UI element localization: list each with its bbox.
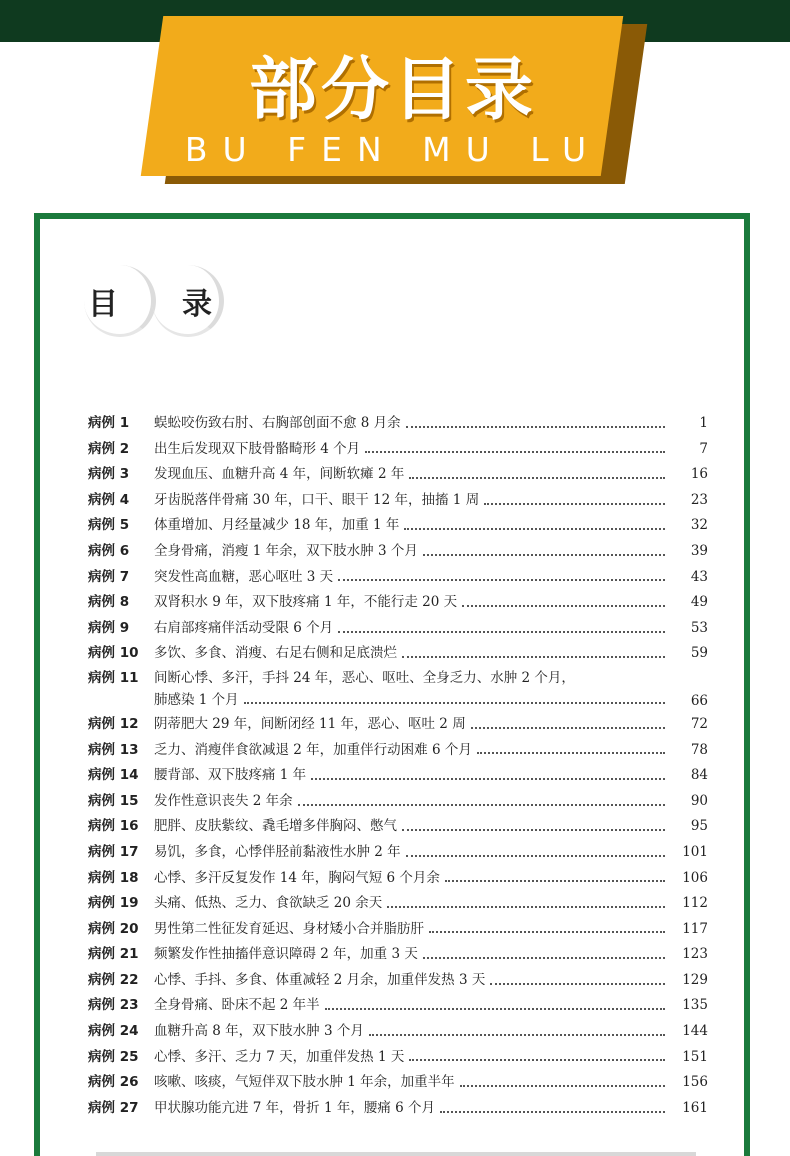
toc-title-line [154, 513, 670, 539]
toc-entry[interactable] [88, 667, 708, 712]
toc-title: 间断心悸、多汗，手抖 24 年，恶心、呕吐、全身乏力、水肿 2 个月， [154, 669, 575, 686]
toc-leader-dots [490, 983, 665, 985]
toc-case-number: 病例 16 [88, 818, 139, 835]
toc-page-number: 117 [682, 920, 708, 937]
toc-case-number: 病例 7 [88, 568, 130, 585]
toc-case-number: 病例 9 [88, 619, 130, 636]
page-bottom-edge [96, 1152, 696, 1156]
toc-case-number: 病例 24 [88, 1023, 139, 1040]
toc-title: 全身骨痛、卧床不起 2 年半 [154, 997, 320, 1014]
toc-page-number: 106 [682, 869, 708, 886]
toc-case-number: 病例 5 [88, 517, 130, 534]
toc-entry[interactable] [88, 513, 708, 539]
toc-case-number: 病例 20 [88, 920, 139, 937]
toc-leader-dots [325, 1008, 665, 1010]
toc-page-number: 156 [682, 1074, 708, 1091]
toc-entry[interactable] [88, 641, 708, 667]
toc-title-line [154, 993, 670, 1019]
toc-page-number: 66 [690, 692, 708, 709]
toc-title: 突发性高血糖，恶心呕吐 3 天 [154, 568, 334, 585]
toc-title: 易饥，多食，心悸伴胫前黏液性水肿 2 年 [154, 843, 401, 860]
toc-case-number: 病例 8 [88, 594, 130, 611]
toc-entry[interactable] [88, 993, 708, 1019]
toc-case-number: 病例 22 [88, 971, 139, 988]
toc-leader-dots [311, 778, 665, 780]
toc-leader-dots [460, 1085, 665, 1087]
toc-title-line [154, 437, 670, 463]
toc-entry[interactable] [88, 411, 708, 437]
toc-page-number: 95 [690, 818, 708, 835]
toc-title: 体重增加、月经量减少 18 年，加重 1 年 [154, 517, 400, 534]
toc-title-line [154, 1070, 670, 1096]
toc-title-line [154, 712, 670, 738]
toc-page-number: 123 [682, 946, 708, 963]
toc-title-line [154, 866, 670, 892]
toc-page-number: 78 [690, 741, 708, 758]
toc-case-number: 病例 6 [88, 542, 130, 559]
toc-entry[interactable] [88, 616, 708, 642]
toc-title-line [154, 565, 670, 591]
toc-title: 蜈蚣咬伤致右肘、右胸部创面不愈 8 月余 [154, 415, 401, 431]
toc-case-number: 病例 21 [88, 946, 139, 963]
toc-title: 频繁发作性抽搐伴意识障碍 2 年，加重 3 天 [154, 946, 418, 963]
toc-leader-dots [402, 829, 665, 831]
toc-leader-dots [406, 426, 665, 428]
toc-page-number: 1 [699, 415, 708, 431]
toc-leader-dots [409, 477, 665, 479]
toc-title: 发现血压、血糖升高 4 年，间断软瘫 2 年 [154, 466, 405, 483]
toc-title-line [154, 738, 670, 764]
toc-title: 头痛、低热、乏力、食欲缺乏 20 余天 [154, 895, 383, 912]
toc-page-number: 144 [682, 1023, 708, 1040]
toc-title: 男性第二性征发育延迟、身材矮小合并脂肪肝 [154, 920, 424, 937]
toc-title: 阴蒂肥大 29 年，间断闭经 11 年，恶心、呕吐 2 周 [154, 715, 466, 732]
toc-title-line [154, 616, 670, 642]
toc-title-line [154, 590, 670, 616]
toc-heading-char: 录 [182, 287, 212, 322]
toc-title-line [154, 641, 670, 667]
toc-title: 心悸、多汗、乏力 7 天，加重伴发热 1 天 [154, 1048, 405, 1065]
toc-page-number: 112 [682, 895, 708, 912]
toc-case-number: 病例 17 [88, 843, 139, 860]
toc-entry[interactable] [88, 917, 708, 943]
toc-leader-dots [365, 451, 665, 453]
toc-title: 肥胖、皮肤紫纹、毳毛增多伴胸闷、憋气 [154, 818, 397, 835]
toc-page-number: 59 [690, 645, 708, 662]
toc-entry[interactable] [88, 1019, 708, 1045]
toc-entry[interactable] [88, 437, 708, 463]
toc-entry[interactable] [88, 866, 708, 892]
toc-title-line [154, 411, 670, 437]
toc-title-line [154, 814, 670, 840]
toc-case-number: 病例 3 [88, 466, 130, 483]
toc-entry[interactable] [88, 1096, 708, 1122]
toc-leader-dots [404, 528, 665, 530]
toc-title: 心悸、多汗反复发作 14 年，胸闷气短 6 个月余 [154, 869, 440, 886]
toc-page-number: 43 [690, 568, 708, 585]
toc-entry[interactable] [88, 942, 708, 968]
toc-entry[interactable] [88, 1070, 708, 1096]
toc-entry[interactable] [88, 968, 708, 994]
toc-entry[interactable] [88, 763, 708, 789]
toc-entry[interactable] [88, 590, 708, 616]
toc-case-number: 病例 1 [88, 415, 130, 431]
toc-leader-dots [471, 727, 665, 729]
toc-page-number: 161 [682, 1099, 708, 1116]
toc-page-number: 135 [682, 997, 708, 1014]
toc-title-line [154, 667, 670, 689]
toc-leader-dots [338, 631, 665, 633]
toc-page-number: 49 [690, 594, 708, 611]
toc-page-number: 90 [690, 792, 708, 809]
toc-case-number: 病例 25 [88, 1048, 139, 1065]
toc-title-line [154, 763, 670, 789]
toc-title: 出生后发现双下肢骨骼畸形 4 个月 [154, 440, 361, 457]
toc-case-number: 病例 10 [88, 645, 139, 662]
toc-entry[interactable] [88, 712, 708, 738]
toc-leader-dots [338, 579, 665, 581]
toc-title: 血糖升高 8 年，双下肢水肿 3 个月 [154, 1023, 364, 1040]
toc-page-number: 16 [690, 466, 708, 483]
toc-page-number: 53 [690, 619, 708, 636]
toc-case-number: 病例 11 [88, 669, 139, 686]
toc-leader-dots [387, 906, 665, 908]
toc-page-number: 32 [690, 517, 708, 534]
toc-title-line [154, 1019, 670, 1045]
toc-page-number: 101 [682, 843, 708, 860]
toc-title: 多饮、多食、消瘦、右足右侧和足底溃烂 [154, 645, 397, 662]
toc-leader-dots [423, 957, 665, 959]
toc-page-number: 7 [699, 440, 708, 457]
toc-leader-dots [406, 855, 665, 857]
toc-entry[interactable] [88, 462, 708, 488]
toc-title: 全身骨痛，消瘦 1 年余，双下肢水肿 3 个月 [154, 542, 418, 559]
toc-title-line [154, 840, 670, 866]
toc-case-number: 病例 2 [88, 440, 130, 457]
toc-page-number: 39 [690, 542, 708, 559]
toc-case-number: 病例 23 [88, 997, 139, 1014]
toc-case-number: 病例 15 [88, 792, 139, 809]
toc-page-number: 84 [690, 767, 708, 784]
toc-leader-dots [369, 1034, 665, 1036]
toc-title: 乏力、消瘦伴食欲减退 2 年，加重伴行动困难 6 个月 [154, 741, 472, 758]
toc-case-number: 病例 26 [88, 1074, 139, 1091]
toc-title-line [154, 968, 670, 994]
toc-leader-dots [409, 1059, 665, 1061]
toc-title: 咳嗽、咳痰，气短伴双下肢水肿 1 年余，加重半年 [154, 1074, 455, 1091]
toc-title-line [154, 1096, 670, 1122]
toc-title: 牙齿脱落伴骨痛 30 年，口干、眼干 12 年，抽搐 1 周 [154, 491, 480, 508]
toc-entry[interactable] [88, 789, 708, 815]
toc-case-number: 病例 27 [88, 1099, 139, 1116]
toc-entry[interactable] [88, 840, 708, 866]
toc-frame [34, 213, 750, 1156]
toc-title-line [154, 539, 670, 565]
toc-list [88, 411, 708, 1121]
toc-case-number: 病例 18 [88, 869, 139, 886]
toc-title: 双肾积水 9 年，双下肢疼痛 1 年，不能行走 20 天 [154, 594, 458, 611]
toc-title: 腰背部、双下肢疼痛 1 年 [154, 767, 307, 784]
toc-page-number: 23 [690, 491, 708, 508]
toc-case-number: 病例 19 [88, 895, 139, 912]
banner-subtitle: BU FEN MU LU [184, 130, 602, 169]
toc-leader-dots [429, 931, 665, 933]
toc-title-line [154, 789, 670, 815]
toc-title-line [154, 891, 670, 917]
toc-title: 右肩部疼痛伴活动受限 6 个月 [154, 619, 334, 636]
toc-entry[interactable] [88, 565, 708, 591]
toc-entry[interactable] [88, 539, 708, 565]
toc-page-number: 72 [690, 715, 708, 732]
toc-title-line [154, 1045, 670, 1071]
toc-case-number: 病例 14 [88, 767, 139, 784]
toc-title: 心悸、手抖、多食、体重减轻 2 月余，加重伴发热 3 天 [154, 971, 486, 988]
toc-title-line [154, 917, 670, 943]
toc-title: 甲状腺功能亢进 7 年，骨折 1 年，腰痛 6 个月 [154, 1099, 436, 1116]
toc-page-number: 151 [682, 1048, 708, 1065]
toc-leader-dots [484, 503, 665, 505]
toc-title-continued: 肺感染 1 个月 [154, 691, 239, 708]
toc-entry[interactable] [88, 1045, 708, 1071]
toc-page-number: 129 [682, 971, 708, 988]
toc-leader-dots [445, 880, 665, 882]
toc-leader-dots [440, 1111, 665, 1113]
toc-case-number: 病例 4 [88, 491, 130, 508]
banner-title: 部分目录 [248, 51, 537, 130]
toc-leader-dots [423, 554, 665, 556]
toc-entry[interactable] [88, 891, 708, 917]
toc-case-number: 病例 13 [88, 741, 139, 758]
toc-title-line [154, 942, 670, 968]
toc-leader-dots [477, 752, 665, 754]
toc-leader-dots [402, 656, 665, 658]
toc-heading-char: 目 [88, 287, 118, 322]
toc-title-line [154, 462, 670, 488]
toc-leader-dots [298, 804, 665, 806]
toc-leader-dots [462, 605, 665, 607]
toc-title-line [154, 689, 670, 711]
toc-title-line [154, 488, 670, 514]
toc-case-number: 病例 12 [88, 715, 139, 732]
toc-leader-dots [244, 702, 665, 704]
toc-title: 发作性意识丧失 2 年余 [154, 792, 293, 809]
toc-entry[interactable] [88, 814, 708, 840]
toc-entry[interactable] [88, 488, 708, 514]
toc-entry[interactable] [88, 738, 708, 764]
